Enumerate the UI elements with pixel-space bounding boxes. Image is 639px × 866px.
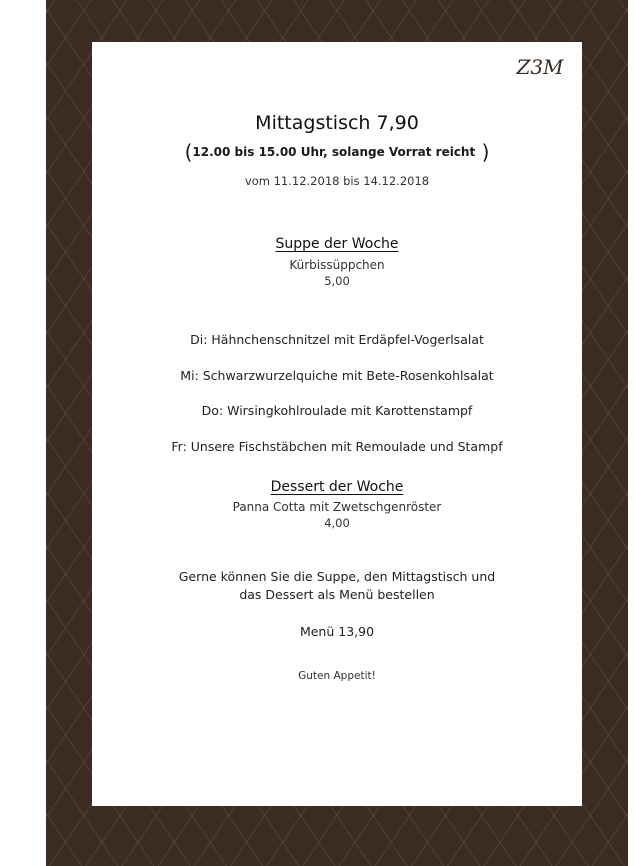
- soup-name: Kürbissüppchen: [289, 258, 385, 272]
- dish-friday: Fr: Unsere Fischstäbchen mit Remoulade und Stampf: [171, 439, 503, 454]
- dish-wednesday: Mi: Schwarzwurzelquiche mit Bete-Rosenkohlsalat: [180, 368, 494, 383]
- dessert-heading: Dessert der Woche: [270, 479, 404, 495]
- date-range: vom 11.12.2018 bis 14.12.2018: [244, 174, 430, 188]
- menu-price: Menü 13,90: [299, 624, 375, 639]
- menu-sheet: [92, 42, 582, 806]
- serving-hours: (12.00 bis 15.00 Uhr, solange Vorrat reicht ): [184, 140, 490, 164]
- menu-note-line-2: das Dessert als Menü bestellen: [239, 587, 435, 602]
- menu-note-line-1: Gerne können Sie die Suppe, den Mittagstisch und: [178, 569, 496, 584]
- svg-text:Z3M: Z3M: [516, 55, 564, 79]
- closing-text: Guten Appetit!: [298, 670, 376, 682]
- page-title: Mittagstisch 7,90: [255, 112, 419, 134]
- dish-thursday: Do: Wirsingkohlroulade mit Karottenstampf: [201, 403, 473, 418]
- soup-price: 5,00: [324, 274, 350, 288]
- dish-tuesday: Di: Hähnchenschnitzel mit Erdäpfel-Vogerlsalat: [190, 332, 484, 347]
- z3m-logo: [512, 50, 568, 82]
- dessert-name: Panna Cotta mit Zwetschgenröster: [232, 500, 442, 514]
- soup-heading: Suppe der Woche: [275, 236, 399, 252]
- dessert-price: 4,00: [324, 516, 350, 530]
